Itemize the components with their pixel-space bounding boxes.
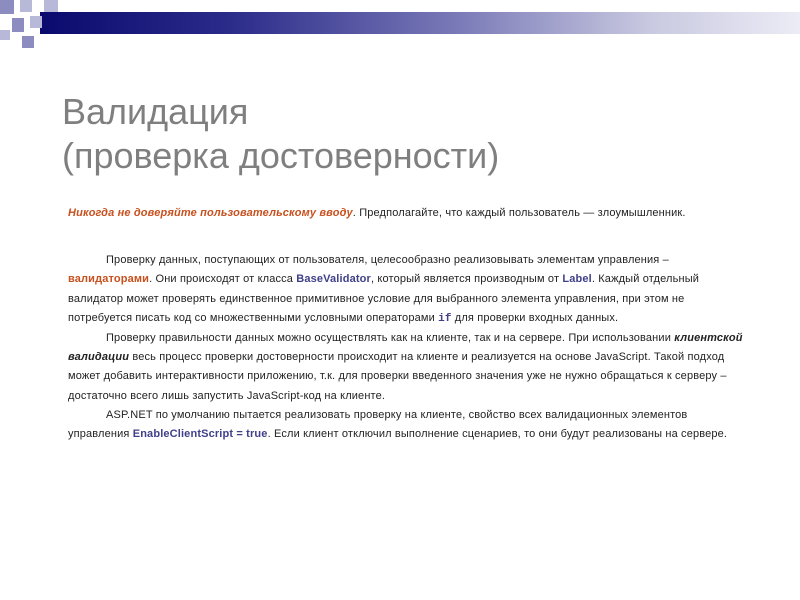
decor-square	[44, 0, 58, 12]
slide-body	[68, 204, 748, 444]
paragraph-client-validation	[68, 329, 748, 406]
decor-square	[0, 30, 10, 40]
text: . Предполагайте, что каждый пользователь — злоумышленник.	[352, 207, 686, 219]
paragraph-aspnet	[68, 406, 748, 444]
title-line-1: Валидация	[62, 91, 249, 132]
term-client-validation: клиентской валидации	[68, 332, 743, 364]
decor-square	[30, 16, 42, 28]
text: . Они происходят от класса	[149, 273, 297, 286]
text: Проверку данных, поступающих от пользователя, целесообразно реализовывать элементам управления –	[106, 254, 669, 267]
spacer	[68, 223, 748, 251]
paragraph-intro	[68, 204, 748, 223]
paragraph-validators	[68, 251, 748, 329]
slide-title	[62, 90, 499, 178]
header-gradient-bar	[40, 12, 800, 34]
decor-square	[12, 18, 24, 32]
decor-square	[20, 0, 32, 12]
text: . Если клиент отключил выполнение сценариев, то они будут реализованы на сервере.	[267, 428, 728, 441]
term-label: Label	[562, 273, 592, 286]
term-basevalidator: BaseValidator	[296, 273, 371, 286]
text: для проверки входных данных.	[451, 311, 619, 324]
term-enableclientscript: EnableClientScript = true	[132, 428, 268, 441]
text: , который является производным от	[370, 273, 563, 286]
decor-square	[22, 36, 34, 48]
title-line-2: (проверка достоверности)	[62, 135, 500, 176]
text: ASP.NET по умолчанию пытается реализовать проверку на клиенте, свойство всех валидационных элементов управления	[68, 408, 688, 441]
keyword-if: if	[438, 312, 452, 325]
text: Проверку правильности данных можно осуществлять как на клиенте, так и на сервере. При использовании	[106, 332, 675, 345]
text: весь процесс проверки достоверности происходит на клиенте и реализуется на основе JavaScript. Такой подход может добавить интерактивности приложению, т.к. для проверки введенного значения уже не нужно обращаться к серверу – достаточно всего лишь запустить JavaScript-код на клиенте.	[68, 351, 727, 402]
highlight-never-trust: Никогда не доверяйте пользовательскому вводу	[68, 207, 353, 219]
term-validators: валидаторами	[68, 273, 150, 286]
text: . Каждый отдельный валидатор может проверять единственное примитивное условие для выбранного элемента управления, при этом не потребуется писать код со множественными условными операторами	[68, 273, 700, 324]
decor-square	[0, 0, 14, 14]
